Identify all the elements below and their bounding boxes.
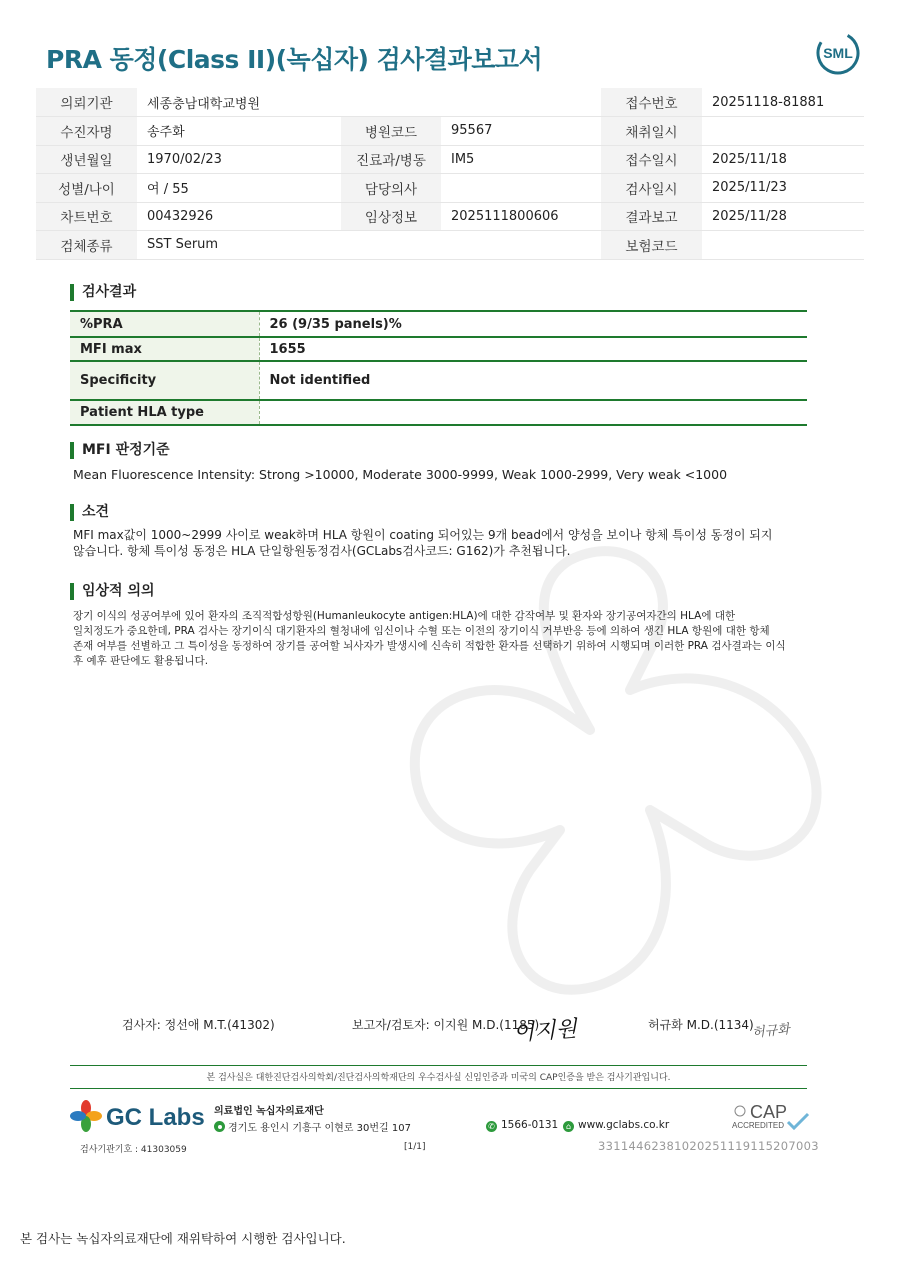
clinical-heading: 임상적 의의 [70, 583, 155, 600]
info-label: 생년월일 [36, 145, 137, 174]
info-label: 검사일시 [601, 174, 702, 203]
result-value [259, 400, 807, 425]
location-pin-icon [214, 1121, 225, 1132]
report-title: PRA 동정(Class II)(녹십자) 검사결과보고서 [46, 45, 543, 74]
barcode-number: 33114462381020251119115207003 [598, 1139, 819, 1153]
result-key: %PRA [70, 311, 259, 337]
organization-address [214, 1119, 411, 1134]
info-value: 송주화 [137, 117, 341, 146]
result-row [70, 311, 807, 337]
opinion-line: MFI max값이 1000~2999 사이로 weak하며 HLA 항원이 coating 되어있는 9개 bead에서 양성을 보이나 항체 특이성 동정이 되지 [73, 528, 773, 542]
info-value: 1970/02/23 [137, 145, 341, 174]
info-label: 병원코드 [341, 117, 441, 146]
result-key: MFI max [70, 337, 259, 361]
cap-logo-text: CAP [750, 1102, 788, 1122]
institution-code: 검사기관기호 : 41303059 [80, 1145, 187, 1155]
result-key: Specificity [70, 361, 259, 400]
info-value: 20251118-81881 [702, 88, 864, 117]
info-row [36, 145, 864, 174]
certification-text: 본 검사실은 대한진단검사의학회/진단검사의학재단의 우수검사실 신임인증과 미국의 CAP인증을 받은 검사기관입니다. [206, 1073, 671, 1083]
info-value: 2025111800606 [441, 202, 601, 231]
mfi-criteria-text: Mean Fluorescence Intensity: Strong >10000, Moderate 3000-9999, Weak 1000-2999, Very weak <1000 [73, 467, 728, 482]
opinion-text [73, 527, 773, 559]
info-row [36, 231, 864, 260]
doctor-signature: 허규화 [751, 1022, 791, 1041]
footer-divider-top [70, 1065, 807, 1066]
tester-name: 검사자: 정선애 M.T.(41302) [122, 1018, 275, 1032]
info-label: 채취일시 [601, 117, 702, 146]
website [563, 1119, 669, 1132]
info-label: 접수번호 [601, 88, 702, 117]
phone-text: 1566-0131 [501, 1119, 559, 1131]
info-label: 검체종류 [36, 231, 137, 260]
result-row [70, 337, 807, 361]
result-value: Not identified [259, 361, 807, 400]
result-row [70, 400, 807, 425]
website-text[interactable]: www.gclabs.co.kr [578, 1119, 670, 1131]
info-label: 결과보고 [601, 202, 702, 231]
cap-accredited-logo [730, 1100, 810, 1136]
info-value: 세종충남대학교병원 [137, 88, 341, 117]
info-row [36, 202, 864, 231]
sml-logo-text: SML [823, 45, 853, 61]
info-empty [341, 88, 441, 117]
phone-icon: ✆ [486, 1121, 497, 1132]
info-value [702, 117, 864, 146]
info-label: 담당의사 [341, 174, 441, 203]
info-label: 차트번호 [36, 202, 137, 231]
phone-number [486, 1119, 558, 1132]
info-label: 임상정보 [341, 202, 441, 231]
result-value: 1655 [259, 337, 807, 361]
footer-divider-bottom [70, 1088, 807, 1089]
info-row [36, 117, 864, 146]
sml-logo [815, 30, 861, 76]
info-value: 2025/11/18 [702, 145, 864, 174]
result-value: 26 (9/35 panels)% [259, 311, 807, 337]
info-row [36, 174, 864, 203]
info-label: 성별/나이 [36, 174, 137, 203]
info-empty [441, 231, 601, 260]
mfi-heading: MFI 판정기준 [70, 442, 170, 459]
info-label: 진료과/병동 [341, 145, 441, 174]
address-text: 경기도 용인시 기흥구 이현로 30번길 107 [228, 1123, 411, 1134]
info-value [702, 231, 864, 260]
doctor-name: 허규화 M.D.(1134) [648, 1018, 754, 1032]
footnote: 본 검사는 녹십자의료재단에 재위탁하여 시행한 검사입니다. [20, 1231, 346, 1246]
info-label: 의뢰기관 [36, 88, 137, 117]
gc-labs-logo [70, 1098, 210, 1134]
reporter-signature: 이지원 [512, 1016, 578, 1047]
info-value: 00432926 [137, 202, 341, 231]
info-value: 2025/11/28 [702, 202, 864, 231]
info-value: 2025/11/23 [702, 174, 864, 203]
cap-accredited-text: ACCREDITED [732, 1121, 785, 1130]
organization-name: 의료법인 녹십자의료재단 [214, 1106, 324, 1117]
info-empty [341, 231, 441, 260]
results-heading: 검사결과 [70, 284, 136, 301]
clinical-line: 일치정도가 중요한데, PRA 검사는 장기이식 대기환자의 혈청내에 임신이나 수혈 또는 이전의 장기이식 거부반응 등에 의하여 생긴 HLA 항원에 대한 항체 [73, 625, 770, 637]
info-empty [441, 88, 601, 117]
info-value: IM5 [441, 145, 601, 174]
home-icon: ⌂ [563, 1121, 574, 1132]
clinical-line: 후 예후 판단에도 활용됩니다. [73, 655, 209, 667]
info-value: SST Serum [137, 231, 341, 260]
clinical-line: 존재 여부를 선별하고 그 특이성을 동정하여 장기를 공여할 뇌사자가 발생시에 신속히 적합한 환자를 선택하기 위하여 시행되며 이러한 PRA 검사결과는 이식 [73, 640, 786, 652]
info-value [441, 174, 601, 203]
info-label: 보험코드 [601, 231, 702, 260]
reporter-name: 보고자/검토자: 이지원 M.D.(1185) [352, 1018, 540, 1032]
info-value: 여 / 55 [137, 174, 341, 203]
gc-labs-logo-text: GC Labs [106, 1104, 205, 1131]
clinical-line: 장기 이식의 성공여부에 있어 환자의 조직적합성항원(Humanleukocyte antigen:HLA)에 대한 감작여부 및 환자와 장기공여자간의 HLA에 대한 [73, 610, 736, 622]
results-table [70, 310, 807, 426]
opinion-heading: 소견 [70, 504, 109, 521]
result-key: Patient HLA type [70, 400, 259, 425]
result-row [70, 361, 807, 400]
page-number: [1/1] [404, 1142, 426, 1152]
info-label: 접수일시 [601, 145, 702, 174]
clinical-text [73, 609, 786, 669]
opinion-line: 않습니다. 항체 특이성 동정은 HLA 단일항원동정검사(GCLabs검사코드: G162)가 추천됩니다. [73, 544, 571, 558]
info-row [36, 88, 864, 117]
info-label: 수진자명 [36, 117, 137, 146]
patient-info-table [36, 88, 864, 260]
info-value: 95567 [441, 117, 601, 146]
